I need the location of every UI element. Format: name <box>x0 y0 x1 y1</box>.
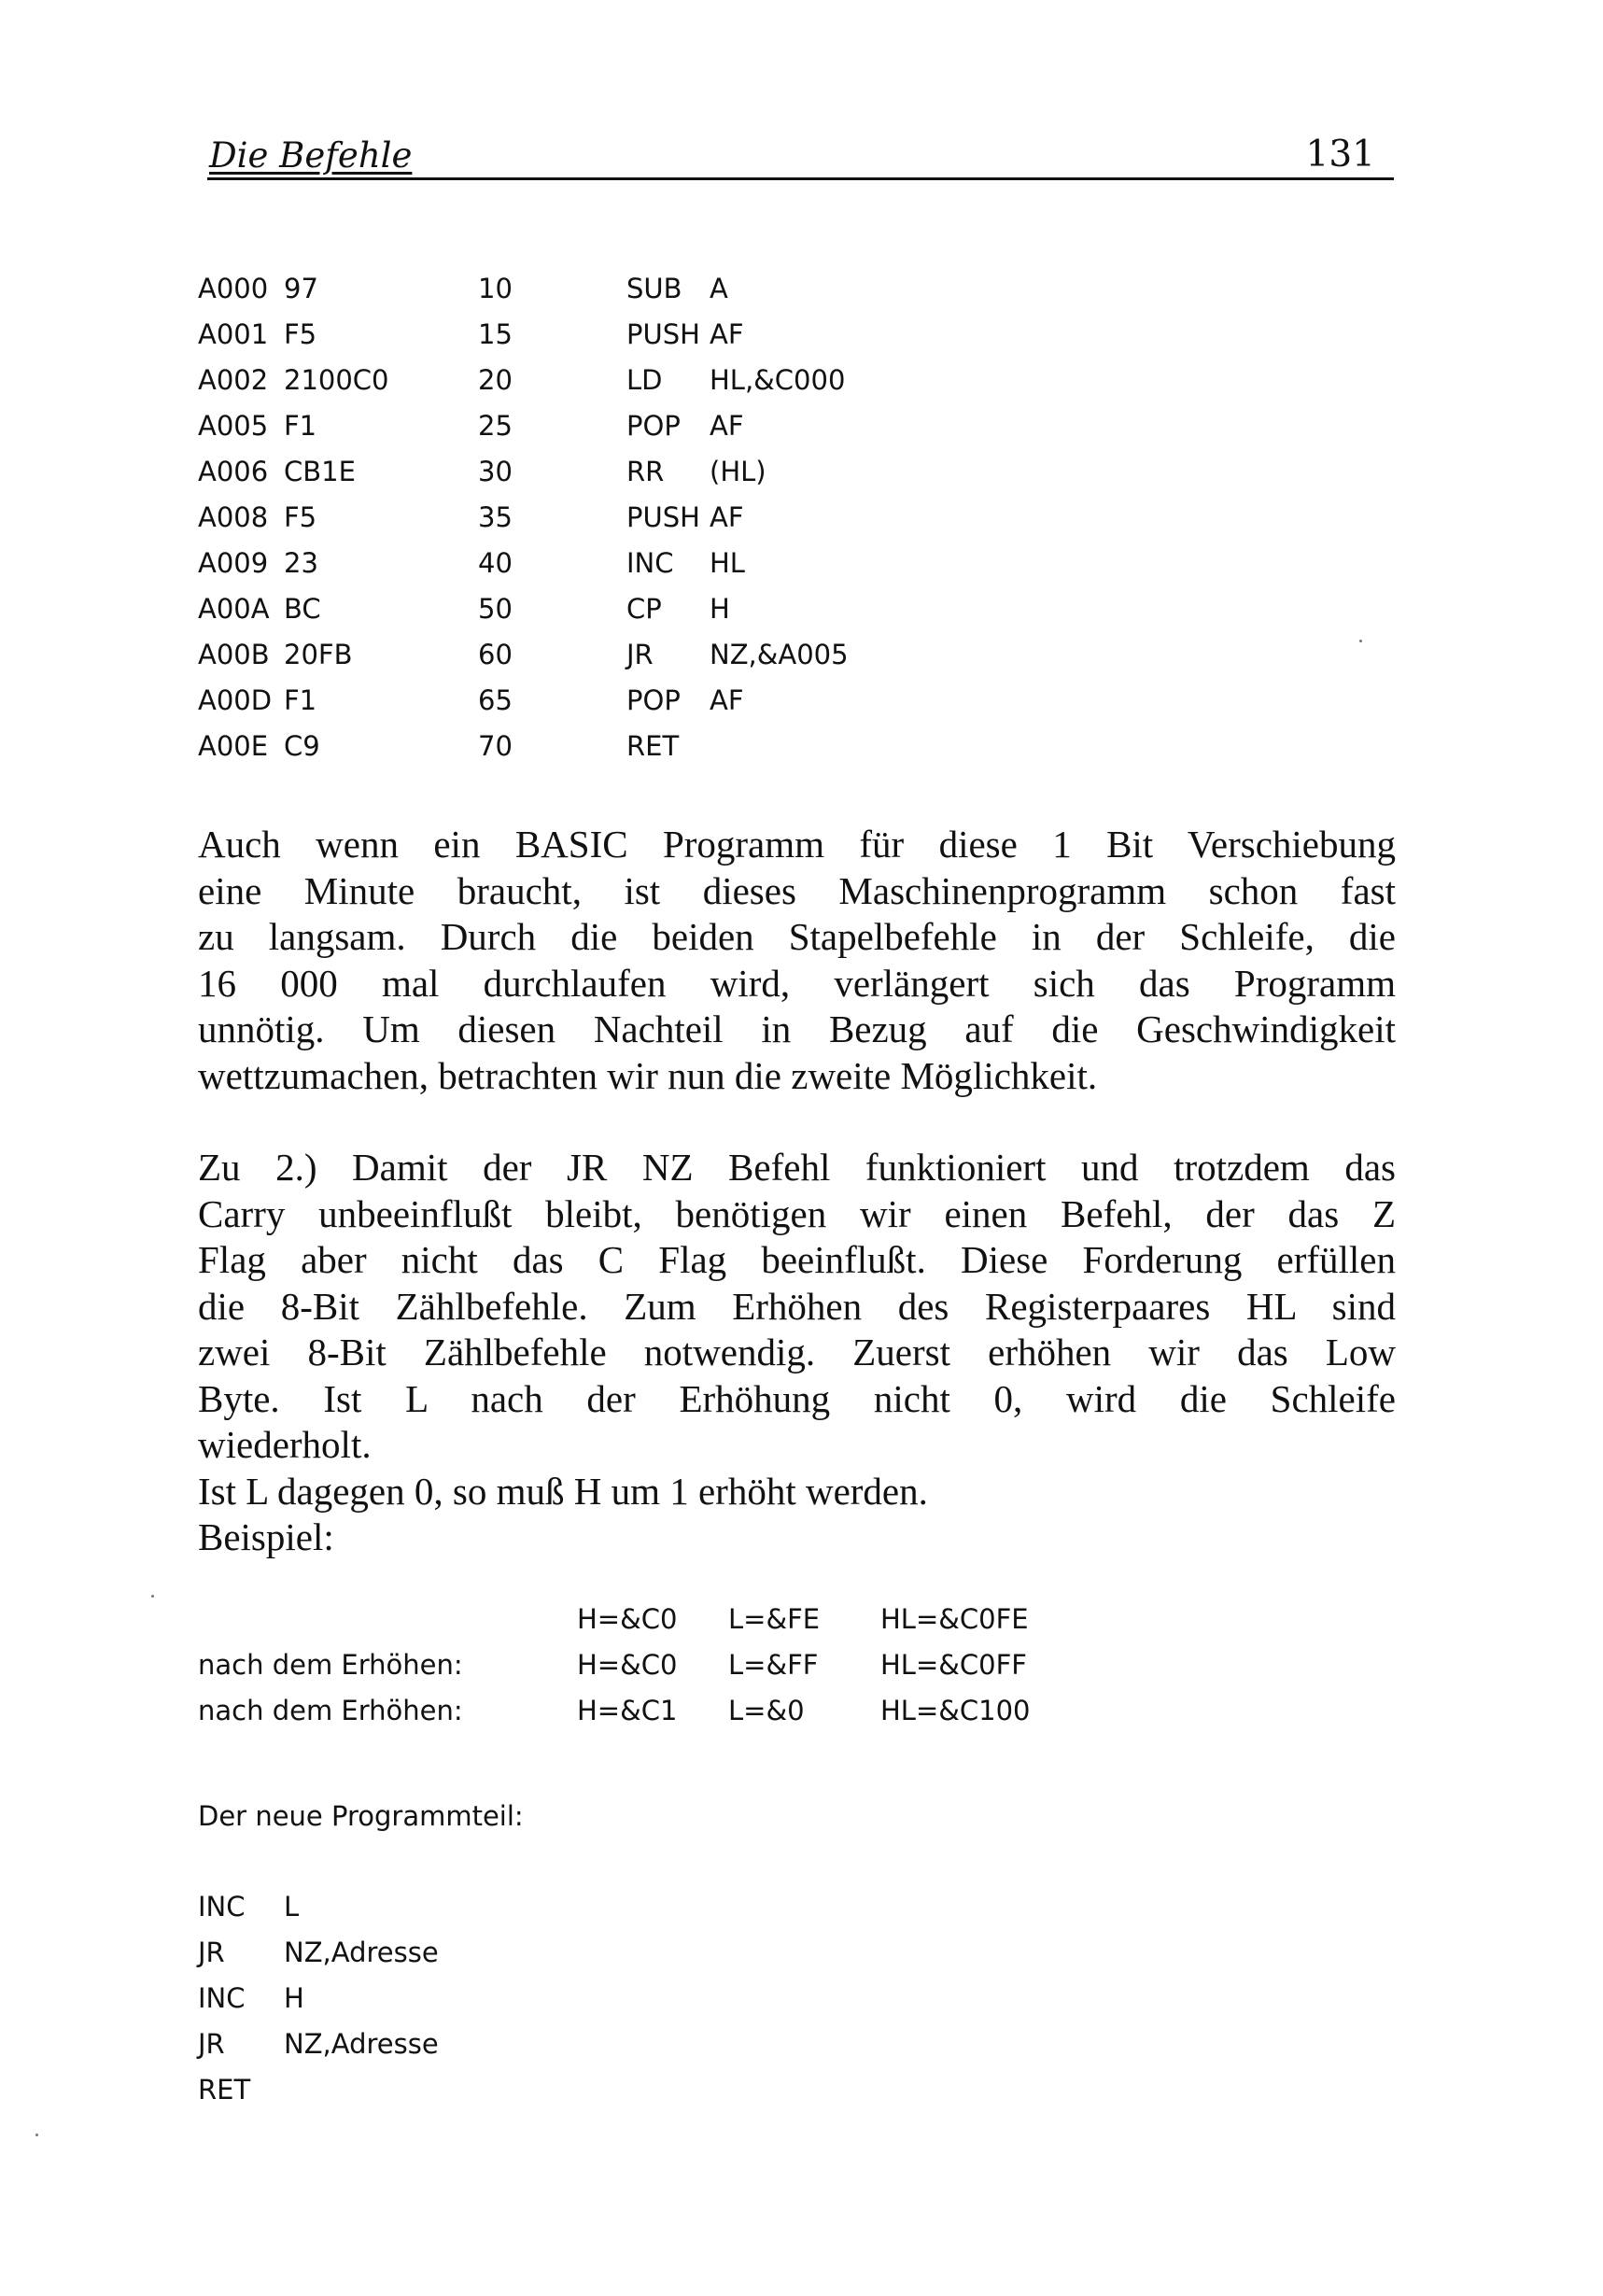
listing-address: A006 <box>198 456 269 487</box>
hl-register-value: HL=&C0FE <box>880 1603 1029 1635</box>
listing-address: A000 <box>198 273 269 304</box>
listing-line-number: 10 <box>478 273 513 304</box>
paragraph-second-method <box>198 1145 1396 1561</box>
listing-address: A00B <box>198 639 270 670</box>
code-mnemonic: RET <box>198 2074 251 2106</box>
print-speck <box>35 2134 38 2136</box>
listing-mnemonic: PUSH <box>626 318 700 350</box>
code-mnemonic: JR <box>198 1937 225 1968</box>
listing-address: A005 <box>198 410 269 442</box>
listing-address: A00E <box>198 730 269 762</box>
listing-mnemonic: CP <box>626 593 662 625</box>
listing-mnemonic: POP <box>626 684 681 716</box>
listing-line-number: 60 <box>478 639 513 670</box>
listing-opcode: 97 <box>284 273 318 304</box>
h-register-value: H=&C0 <box>577 1649 678 1681</box>
listing-line-number: 25 <box>478 410 513 442</box>
row-label: nach dem Erhöhen: <box>198 1649 463 1681</box>
listing-mnemonic: RR <box>626 456 665 487</box>
listing-mnemonic: SUB <box>626 273 682 304</box>
code-operand: H <box>284 1982 304 2014</box>
text-line: Byte. Ist L nach der Erhöhung nicht 0, wird die Schleife <box>198 1376 1396 1420</box>
h-register-value: H=&C1 <box>577 1695 678 1726</box>
text-line: Zu 2.) Damit der JR NZ Befehl funktioniert und trotzdem das <box>198 1146 1396 1189</box>
page-number: 131 <box>1305 134 1375 176</box>
listing-operand: A <box>710 273 728 304</box>
listing-opcode: F5 <box>284 318 317 350</box>
code-operand: L <box>284 1891 300 1923</box>
listing-mnemonic: INC <box>626 547 674 579</box>
chapter-title: Die Befehle <box>209 135 413 176</box>
listing-line-number: 30 <box>478 456 513 487</box>
l-register-value: L=&FF <box>728 1649 819 1681</box>
listing-operand: AF <box>710 684 744 716</box>
listing-opcode: 2100C0 <box>284 364 389 396</box>
page-header <box>207 123 1394 180</box>
listing-address: A00A <box>198 593 270 625</box>
listing-address: A002 <box>198 364 269 396</box>
listing-line-number: 20 <box>478 364 513 396</box>
listing-operand: H <box>710 593 730 625</box>
listing-address: A00D <box>198 684 273 716</box>
listing-address: A001 <box>198 318 269 350</box>
l-register-value: L=&FE <box>728 1603 821 1635</box>
listing-mnemonic: PUSH <box>626 501 700 533</box>
text-line: Beispiel: <box>198 1515 334 1558</box>
listing-operand: AF <box>710 318 744 350</box>
paragraph-speed-note <box>198 822 1396 1099</box>
text-line: eine Minute braucht, ist dieses Maschinenprogramm schon fast <box>198 868 1396 912</box>
listing-address: A009 <box>198 547 269 579</box>
text-line: unnötig. Um diesen Nachteil in Bezug auf die Geschwindigkeit <box>198 1007 1396 1050</box>
listing-opcode: CB1E <box>284 456 356 487</box>
listing-operand: NZ,&A005 <box>710 639 849 670</box>
hl-register-value: HL=&C0FF <box>880 1649 1027 1681</box>
listing-line-number: 15 <box>478 318 513 350</box>
code-mnemonic: INC <box>198 1982 246 2014</box>
listing-operand: (HL) <box>710 456 766 487</box>
program-section-title: Der neue Programmteil: <box>198 1800 524 1832</box>
listing-line-number: 65 <box>478 684 513 716</box>
row-label: nach dem Erhöhen: <box>198 1695 463 1726</box>
text-line: Ist L dagegen 0, so muß H um 1 erhöht werden. <box>198 1469 928 1513</box>
listing-opcode: C9 <box>284 730 320 762</box>
listing-operand: AF <box>710 501 744 533</box>
l-register-value: L=&0 <box>728 1695 805 1726</box>
listing-line-number: 70 <box>478 730 513 762</box>
listing-opcode: 20FB <box>284 639 353 670</box>
text-line: Flag aber nicht das C Flag beeinflußt. Diese Forderung erfüllen <box>198 1238 1396 1281</box>
listing-line-number: 40 <box>478 547 513 579</box>
code-operand: NZ,Adresse <box>284 2028 439 2060</box>
text-line: wiederholt. <box>198 1423 372 1466</box>
listing-mnemonic: JR <box>626 639 654 670</box>
listing-address: A008 <box>198 501 269 533</box>
hl-register-value: HL=&C100 <box>880 1695 1031 1726</box>
listing-mnemonic: POP <box>626 410 681 442</box>
code-mnemonic: JR <box>198 2028 225 2060</box>
listing-opcode: F1 <box>284 684 317 716</box>
text-line: die 8-Bit Zählbefehle. Zum Erhöhen des Registerpaares HL sind <box>198 1284 1396 1328</box>
text-line: 16 000 mal durchlaufen wird, verlängert sich das Programm <box>198 961 1396 1005</box>
listing-mnemonic: RET <box>626 730 680 762</box>
listing-opcode: F1 <box>284 410 317 442</box>
listing-opcode: 23 <box>284 547 318 579</box>
listing-operand: AF <box>710 410 744 442</box>
h-register-value: H=&C0 <box>577 1603 678 1635</box>
listing-operand: HL <box>710 547 745 579</box>
code-mnemonic: INC <box>198 1891 246 1923</box>
listing-line-number: 35 <box>478 501 513 533</box>
listing-opcode: F5 <box>284 501 317 533</box>
text-line: Auch wenn ein BASIC Programm für diese 1 Bit Verschiebung <box>198 823 1396 866</box>
code-operand: NZ,Adresse <box>284 1937 439 1968</box>
text-line: zu langsam. Durch die beiden Stapelbefehle in der Schleife, die <box>198 915 1396 958</box>
listing-operand: HL,&C000 <box>710 364 846 396</box>
text-line: Carry unbeeinflußt bleibt, benötigen wir einen Befehl, der das Z <box>198 1191 1396 1235</box>
print-speck <box>1359 640 1362 642</box>
text-line: zwei 8-Bit Zählbefehle notwendig. Zuerst erhöhen wir das Low <box>198 1331 1396 1373</box>
listing-mnemonic: LD <box>626 364 663 396</box>
listing-line-number: 50 <box>478 593 513 625</box>
listing-opcode: BC <box>284 593 321 625</box>
text-line: wettzumachen, betrachten wir nun die zweite Möglichkeit. <box>198 1053 1098 1097</box>
print-speck <box>151 1595 154 1598</box>
